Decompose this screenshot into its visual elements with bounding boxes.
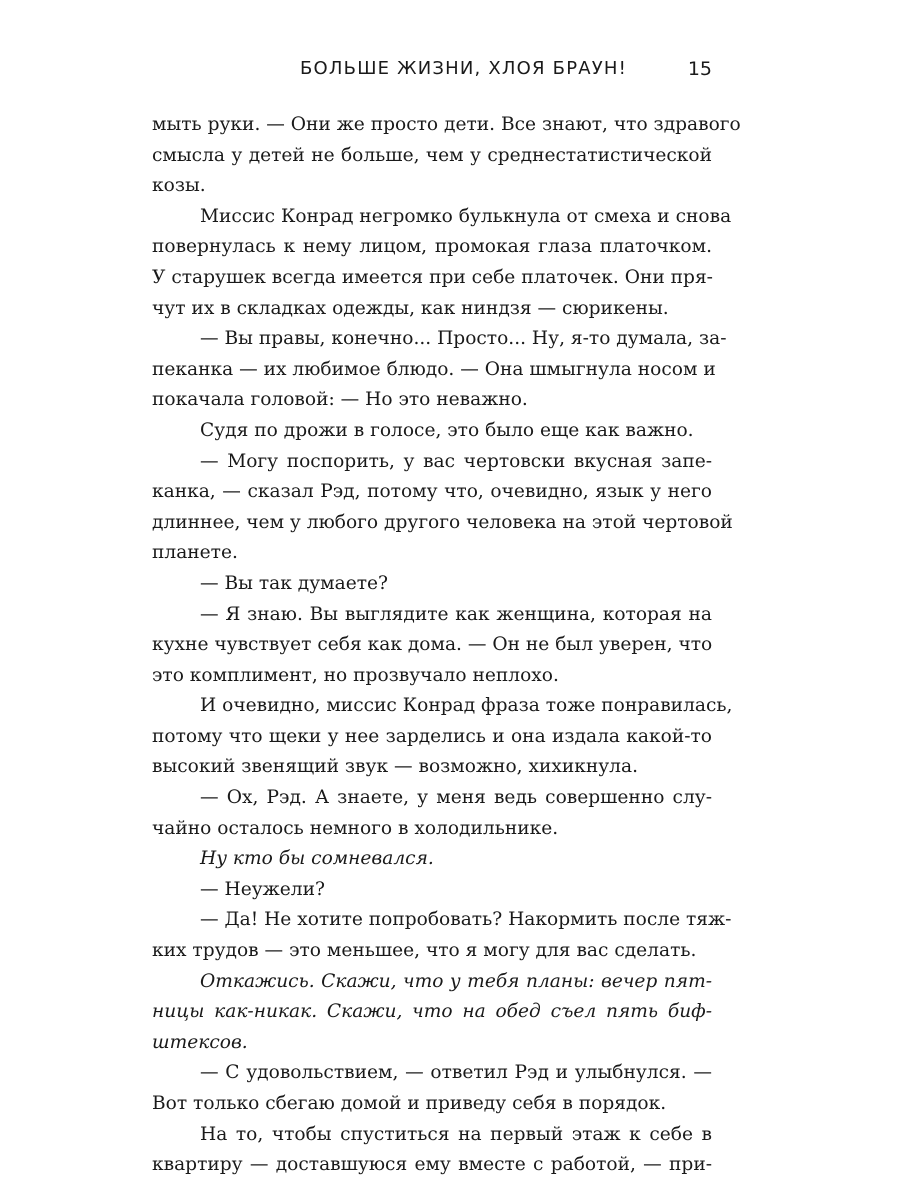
body-text	[152, 110, 741, 1181]
text-line: — Ох, Рэд. А знаете, у меня ведь совершенно слу-	[200, 787, 712, 809]
text-line: канка, — сказал Рэд, потому что, очевидно, язык у него	[152, 481, 712, 503]
text-line: Откажись. Скажи, что у тебя планы: вечер пят-	[200, 970, 712, 992]
text-line: — Вы так думаете?	[200, 572, 388, 594]
text-line: покачала головой: — Но это неважно.	[152, 389, 528, 411]
text-line: штексов.	[152, 1031, 248, 1053]
text-line: высокий звенящий звук — возможно, хихикнула.	[152, 756, 638, 778]
text-line: смысла у детей не больше, чем у среднестатистической	[152, 144, 712, 166]
text-line: — Да! Не хотите попробовать? Накормить после тяж-	[200, 909, 732, 931]
text-line: пеканка — их любимое блюдо. — Она шмыгнула носом и	[152, 358, 716, 380]
text-line: У старушек всегда имеется при себе платочек. Они пря-	[152, 266, 713, 288]
text-line: козы.	[152, 175, 206, 197]
text-line: ких трудов — это меньшее, что я могу для вас сделать.	[152, 940, 697, 962]
text-line: — Неужели?	[200, 878, 325, 900]
text-line: кухне чувствует себя как дома. — Он не был уверен, что	[152, 634, 713, 656]
text-line: чайно осталось немного в холодильнике.	[152, 817, 559, 839]
text-line: Судя по дрожи в голосе, это было еще как важно.	[200, 419, 694, 441]
text-line: потому что щеки у нее зарделись и она издала какой-то	[152, 725, 712, 747]
page-header	[152, 58, 712, 88]
running-title: БОЛЬШЕ ЖИЗНИ, ХЛОЯ БРАУН!	[300, 58, 628, 79]
text-line: — С удовольствием, — ответил Рэд и улыбнулся. —	[200, 1062, 712, 1084]
text-line: мыть руки. — Они же просто дети. Все знают, что здравого	[152, 114, 741, 135]
text-line: На то, чтобы спуститься на первый этаж к себе в	[200, 1123, 712, 1145]
text-line: чут их в складках одежды, как ниндзя — сюрикены.	[152, 297, 669, 319]
text-line: повернулась к нему лицом, промокая глаза платочком.	[152, 236, 712, 258]
text-line: Ну кто бы сомневался.	[200, 848, 434, 870]
text-line: — Я знаю. Вы выглядите как женщина, которая на	[200, 603, 712, 625]
page-number: 15	[687, 58, 712, 80]
text-line: ницы как-никак. Скажи, что на обед съел пять биф-	[152, 1001, 712, 1023]
text-line: это комплимент, но прозвучало неплохо.	[152, 664, 559, 686]
text-line: Миссис Конрад негромко булькнула от смеха и снова	[200, 205, 732, 227]
text-line: планете.	[152, 542, 238, 564]
text-line: квартиру — доставшуюся ему вместе с работой, — при-	[152, 1154, 712, 1176]
text-line: длиннее, чем у любого другого человека на этой чертовой	[152, 511, 733, 533]
text-line: Вот только сбегаю домой и приведу себя в порядок.	[152, 1093, 667, 1114]
text-line: — Вы правы, конечно... Просто... Ну, я-то думала, за-	[200, 328, 727, 350]
text-line: И очевидно, миссис Конрад фраза тоже понравилась,	[200, 695, 733, 717]
text-line: — Могу поспорить, у вас чертовски вкусная запе-	[200, 450, 712, 472]
